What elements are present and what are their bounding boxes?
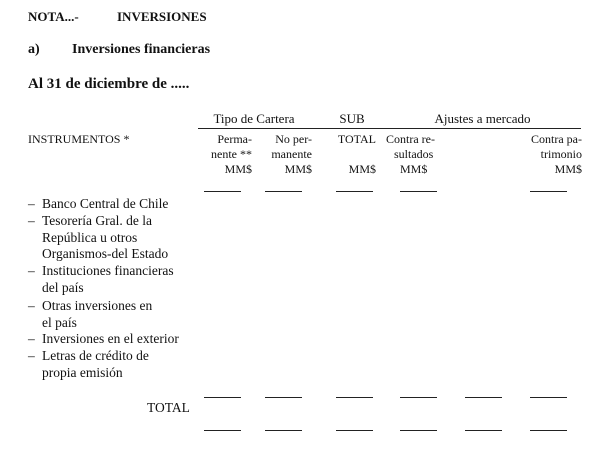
total-dash	[265, 430, 302, 431]
subtotal-dash	[400, 397, 437, 398]
col-permanente: Perma- nente ** MM$	[211, 132, 252, 176]
total-dash	[400, 430, 437, 431]
nota-label: NOTA...-	[28, 9, 79, 24]
col-contra-resultados: Contra re- sultados MM$	[386, 132, 435, 176]
group-tipo-cartera: Tipo de Cartera	[213, 111, 295, 126]
header-dash	[400, 191, 437, 192]
instrumentos-label: INSTRUMENTOS *	[28, 132, 130, 146]
header-dash	[336, 191, 373, 192]
total-dash	[204, 430, 241, 431]
section-title: Inversiones financieras	[72, 42, 211, 57]
header-dash	[265, 191, 302, 192]
subtotal-dash	[265, 397, 302, 398]
section-letter: a)	[28, 42, 40, 57]
header-dash	[204, 191, 241, 192]
col-no-permanente: No per- manente MM$	[271, 132, 312, 176]
subtotal-dash	[465, 397, 502, 398]
date-line: Al 31 de diciembre de .....	[28, 76, 190, 92]
subtotal-dash	[336, 397, 373, 398]
subtotal-dash	[204, 397, 241, 398]
header-rule	[198, 128, 581, 129]
total-dash	[465, 430, 502, 431]
group-sub: SUB	[339, 111, 365, 126]
total-dash	[530, 430, 567, 431]
subtotal-dash	[530, 397, 567, 398]
total-label: TOTAL	[147, 400, 190, 415]
col-subtotal: TOTAL MM$	[337, 132, 376, 176]
group-ajustes: Ajustes a mercado	[434, 111, 531, 126]
header-dash	[530, 191, 567, 192]
nota-title: INVERSIONES	[117, 9, 207, 24]
col-contra-patrimonio: Contra pa- trimonio MM$	[531, 132, 582, 176]
total-dash	[336, 430, 373, 431]
